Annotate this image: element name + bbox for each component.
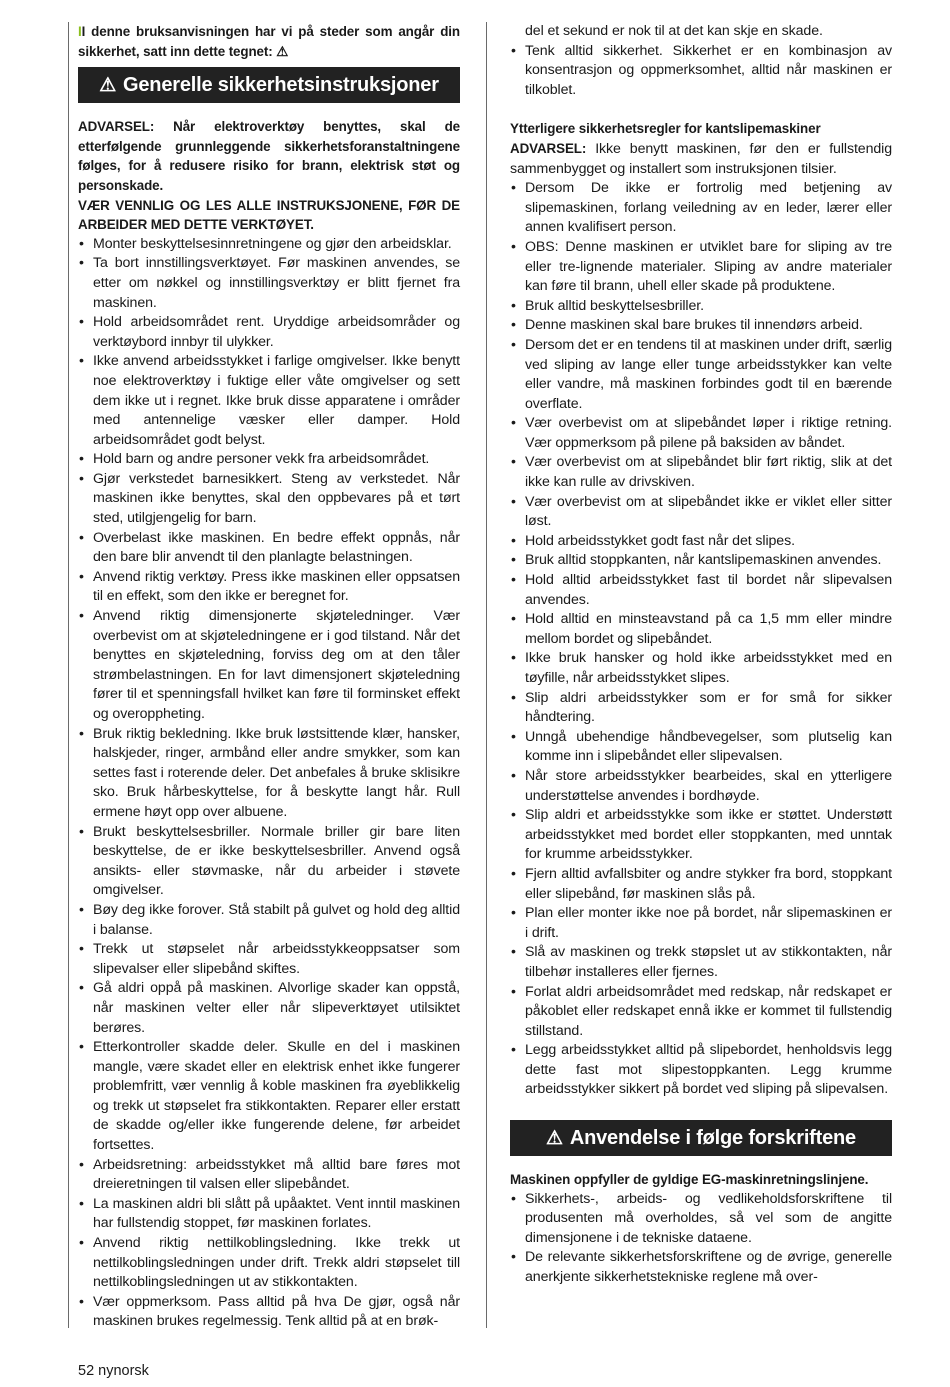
list-item: • Ikke bruk hansker og hold ikke arbeidsstykket med en tøyfille, når arbeidsstykket slipes.	[510, 649, 892, 688]
list-item-continued: del et sekund er nok til at det kan skje en skade.	[525, 23, 823, 39]
page-footer: 52 nynorsk	[78, 1363, 149, 1379]
list-item: • Bruk alltid stoppkanten, når kantslipemaskinen anvendes.	[510, 551, 892, 571]
list-item: • Denne maskinen skal bare brukes til innendørs arbeid.	[510, 316, 892, 336]
section-heading-general-safety	[78, 67, 460, 103]
read-instructions-notice: VÆR VENNLIG OG LES ALLE INSTRUKSJONENE, FØR DE ARBEIDER MED DETTE VERKTØYET.	[78, 197, 460, 233]
conformity-list	[510, 1190, 892, 1288]
list-item: • Dersom De ikke er fortrolig med betjening av slipemaskinen, forlang veiledning av en leder, lærer eller annen kvalifisert person.	[510, 179, 892, 238]
warning-paragraph: ADVARSEL: Når elektroverktøy benyttes, skal de etterfølgende grunnleggende sikkerhetsforanstaltningene følges, for å redusere risiko for brann, elektrisk støt og personskade.	[78, 119, 460, 193]
list-item: • Overbelast ikke maskinen. En bedre effekt oppnås, når den bare blir anvendt til den planlagte belastningen.	[78, 529, 460, 568]
list-item: • Slå av maskinen og trekk støpslet ut av stikkontakten, når tilbehør installeres eller fjernes.	[510, 943, 892, 982]
warning-paragraph	[510, 139, 892, 179]
warning-label: ADVARSEL:	[510, 140, 587, 156]
list-item: • Anvend riktig dimensjonerte skjøteledninger. Vær overbevist om at skjøteledningene er i god tilstand. Når det benyttes en skjøteledning, forviss deg om at den tåler strømbelastningen. En for lavt dimensjonert skjøteledning fører til et spenningsfall hvilket kan føre til forminsket effekt og overoppheting.	[78, 607, 460, 725]
list-item: • Vær overbevist om at slipebåndet løper i riktige retning. Vær oppmerksom på pilene på baksiden av båndet.	[510, 414, 892, 453]
edge-sander-safety-list	[510, 179, 892, 1100]
list-item: • Arbeidsretning: arbeidsstykket må alltid bare føres mot dreieretningen til valsen eller slipebåndet.	[78, 1156, 460, 1195]
list-item: • Trekk ut støpselet når arbeidsstykkeoppsatser som slipevalser eller slipebånd skiftes.	[78, 940, 460, 979]
list-item: • Monter beskyttelsesinnretningene og gjør den arbeidsklar.	[78, 235, 460, 255]
list-item: • Slip aldri arbeidsstykker som er for små for sikker håndtering.	[510, 689, 892, 728]
list-item: • Gjør verkstedet barnesikkert. Steng av verkstedet. Når maskinen ikke benyttes, skal den oppbevares på et tørt sted, utilgjengelig for barn.	[78, 470, 460, 529]
column-rule-left	[68, 22, 69, 1328]
list-item: • Vær overbevist om at slipebåndet blir ført riktig, slik at det ikke kan rulle av drivskiven.	[510, 453, 892, 492]
list-item: • Hold arbeidsstykket godt fast når det slipes.	[510, 532, 892, 552]
list-item: • Vær oppmerksom. Pass alltid på hva De gjør, også når maskinen brukes regelmessig. Tenk alltid på at en brøk-	[78, 1293, 460, 1332]
warning-icon: ⚠	[276, 43, 289, 59]
left-column	[78, 22, 460, 1332]
list-item: • Anvend riktig nettilkoblingsledning. Ikke trekk ut nettilkoblingsledningen under drift. Trekk aldri støpselet till nettilkoblingsledningen ut av stikkontakten.	[78, 1234, 460, 1293]
right-column	[510, 22, 892, 1288]
list-item: • Unngå ubehendige håndbevegelser, som plutselig kan komme inn i slipebåndet eller slipevalsen.	[510, 728, 892, 767]
conformity-statement: Maskinen oppfyller de gyldige EG-maskinretningslinjene.	[510, 1172, 869, 1188]
list-item: • Hold alltid arbeidsstykket fast til bordet når slipevalsen anvendes.	[510, 571, 892, 610]
list-item: • Sikkerhets-, arbeids- og vedlikeholdsforskriftene til produsenten må overholdes, så vel som de angitte dimensjonene i de tekniske dataene.	[510, 1190, 892, 1249]
general-safety-list	[78, 235, 460, 1332]
list-item: • Hold alltid en minsteavstand på ca 1,5 mm eller mindre mellom bordet og slipebåndet.	[510, 610, 892, 649]
list-item: • Etterkontroller skadde deler. Skulle en del i maskinen mangle, være skadet eller en elektrisk enhet ikke fungerer problemfritt, vær vennlig å koble maskinen fra øyeblikkelig og trekk ut støpselet fra stikkontakten. Reparer eller erstatt de skadde og/eller ikke fungerende delene, før arbeidet fortsettes.	[78, 1038, 460, 1156]
intro-note	[78, 22, 460, 61]
list-item: • OBS: Denne maskinen er utviklet bare for sliping av tre eller tre-lignende materialer. Sliping av andre materialer kan føre til brann, uhell eller skade på produktene.	[510, 238, 892, 297]
column-rule-middle	[486, 22, 487, 1328]
list-item: • Dersom det er en tendens til at maskinen under drift, særlig ved sliping av lange eller tunge arbeidsstykker kan velte eller vandre, må maskinen forbindes godt til en bærende overflate.	[510, 336, 892, 414]
list-item: • Plan eller monter ikke noe på bordet, når slipemaskinen er i drift.	[510, 904, 892, 943]
list-item: • Når store arbeidsstykker bearbeides, skal en ytterligere understøttelse anvendes i bordhøyde.	[510, 767, 892, 806]
section-heading-intended-use	[510, 1120, 892, 1156]
heading-text: Anvendelse i følge forskriftene	[569, 1127, 856, 1150]
list-item: • Ikke anvend arbeidsstykket i farlige omgivelser. Ikke benytt noe elektroverktøy i fuktige eller våte omgivelser og sett dem ikke ut i regnet. Ikke bruk disse apparatene i områder med antennelige væsker eller damper. Hold arbeidsområdet godt belyst.	[78, 352, 460, 450]
list-item: • Fjern alltid avfallsbiter og andre stykker fra bord, stoppkant eller slipebånd, før maskinen slås på.	[510, 865, 892, 904]
list-item: • De relevante sikkerhetsforskriftene og de øvrige, generelle anerkjente sikkerhetstekniske reglene må over-	[510, 1248, 892, 1287]
list-item: • La maskinen aldri bli slått på upåaktet. Vent inntil maskinen har fullstendig stoppet, før maskinen forlates.	[78, 1195, 460, 1234]
list-item: • Hold arbeidsområdet rent. Uryddige arbeidsområder og verktøybord innbyr til ulykker.	[78, 313, 460, 352]
list-item: • Ta bort innstillingsverktøyet. Før maskinen anvendes, se etter om nøkkel og innstillingsverktøy er blitt fjernet fra maskinen.	[78, 254, 460, 313]
list-item: • Forlat aldri arbeidsområdet med redskap, når redskapet er påkoblet eller redskapet ennå ikke er kommet til fullstendig stillstand.	[510, 983, 892, 1042]
spacer	[510, 1100, 892, 1120]
list-item: • Brukt beskyttelsesbriller. Normale briller gir bare liten beskyttelse, de er ikke beskyttelsesbriller. Anvend også ansikts- eller støvmaske, når du arbeider i støvete omgivelser.	[78, 823, 460, 901]
heading-text: Generelle sikkerhetsinstruksjoner	[123, 74, 439, 97]
continued-list	[510, 22, 892, 100]
warning-icon: ⚠	[99, 75, 117, 97]
list-item: • Bruk riktig bekledning. Ikke bruk løstsittende klær, hansker, halskjeder, ringer, armbånd eller andre smykker, som kan settes fast i roterende deler. Det anbefales å bruke sklisikre sko. Bruk hårbeskyttelse, for å beskytte langt hår. Rull ermene høyt opp over albuene.	[78, 725, 460, 823]
list-item: • Gå aldri oppå på maskinen. Alvorlige skader kan oppstå, når maskinen velter eller når slipeverktøyet utilsiktet berøres.	[78, 979, 460, 1038]
list-item: • Bøy deg ikke forover. Stå stabilt på gulvet og hold deg alltid i balanse.	[78, 901, 460, 940]
accent-marker: I	[78, 24, 82, 39]
list-item: • Vær overbevist om at slipebåndet ikke er viklet eller sitter løst.	[510, 493, 892, 532]
intro-text: I denne bruksanvisningen har vi på steder som angår din sikkerhet, satt inn dette tegnet:	[78, 24, 460, 59]
list-item: • Slip aldri et arbeidsstykke som ikke er støttet. Understøtt arbeidsstykket med bordet eller stoppkanten, med unntak for krumme arbeidsstykker.	[510, 806, 892, 865]
list-item: • Hold barn og andre personer vekk fra arbeidsområdet.	[78, 450, 460, 470]
warning-icon: ⚠	[546, 1128, 563, 1150]
list-item: • Tenk alltid sikkerhet. Sikkerhet er en kombinasjon av konsentrasjon og oppmerksomhet, alltid når maskinen er tilkoblet.	[510, 42, 892, 101]
warning-text: Ikke benytt maskinen, før den er fullstendig sammenbygget og installert som instruksjonen tilsier.	[510, 140, 892, 177]
list-item: • Legg arbeidsstykket alltid på slipebordet, henholdsvis legg dette fast mot slipestoppkanten. Legg krumme arbeidsstykker sikkert på bordet ved sliping på slipevalsen.	[510, 1041, 892, 1100]
subheading-edge-sander-rules: Ytterligere sikkerhetsregler for kantslipemaskiner	[510, 121, 821, 137]
list-item: • Bruk alltid beskyttelsesbriller.	[510, 297, 892, 317]
spacer	[510, 100, 892, 119]
list-item: • Anvend riktig verktøy. Press ikke maskinen eller oppsatsen til en effekt, som den ikke er beregnet for.	[78, 568, 460, 607]
